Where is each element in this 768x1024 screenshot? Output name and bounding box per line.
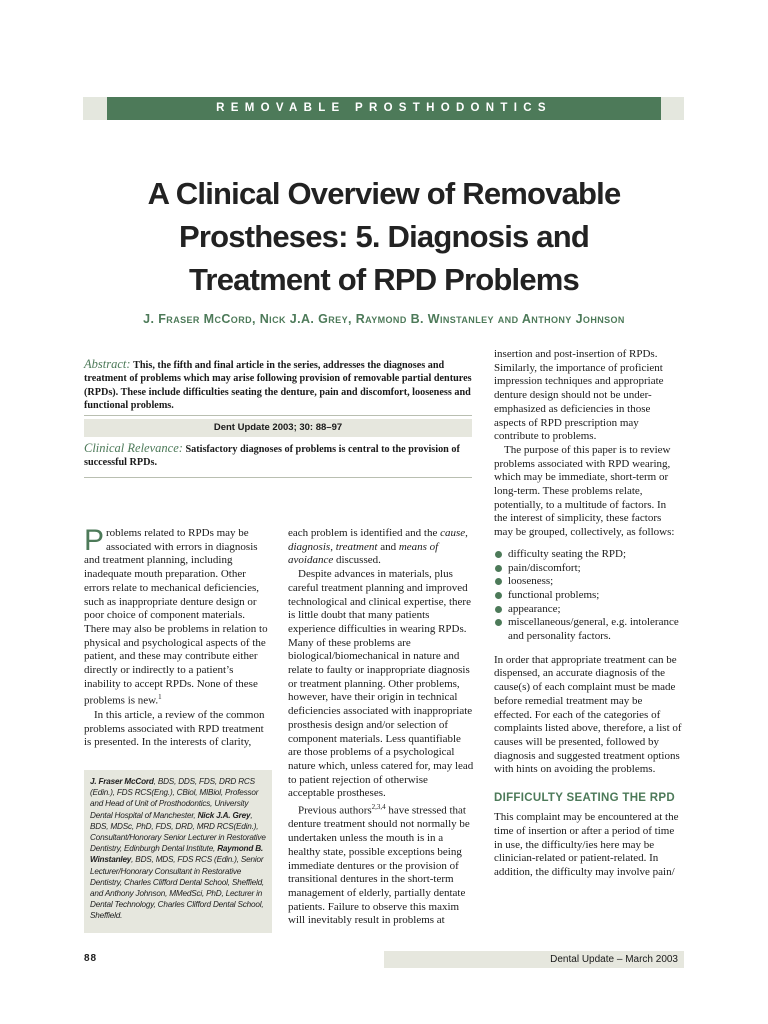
paragraph [288, 527, 476, 568]
reference-superscript: 2,3,4 [371, 803, 386, 812]
paragraph-text: have stressed that denture treatment should not normally be undertaken unless the mouth is in a healthy state, possible exceptions being immediate dentures or the provision of transitional dentures in the short-term management of elderly, partially dentate patients. Failure to observe this maxim will inevitably result in problems at [288, 804, 470, 927]
clinical-relevance-text: Satisfactory diagnoses of problems is central to the provision of successful RPDs. [84, 444, 460, 469]
author-list: J. Fraser McCord, Nick J.A. Grey, Raymond B. Winstanley and Anthony Johnson [143, 312, 625, 326]
emphasis-text: diagnosis [288, 540, 331, 553]
paragraph-text: , [330, 540, 336, 553]
paragraph: In this article, a review of the common problems associated with RPD treatment is presented. In the interests of clarity, [84, 708, 265, 749]
list-item: miscellaneous/general, e.g. intolerance and personality factors. [494, 616, 682, 643]
bio-author-name: Nick J.A. Grey [197, 810, 251, 820]
section-subheading: DIFFICULTY SEATING THE RPD [494, 792, 675, 805]
bio-author-name: Raymond B. Winstanley [90, 844, 263, 865]
reference-superscript: 1 [158, 693, 162, 702]
paragraph-text: roblems related to RPDs may be associated with errors in diagnosis and treatment planning, including inadequate mouth preparation. Other errors relate to mechanical deficiencies, such as inappropriate denture design or poor choice of component materials. There may also be problems in relation to physical and psychological aspects of the patient, and these may contribute either directly or indirectly to a patient’s inability to accept RPDs. None of these problems is new. [84, 527, 268, 708]
bio-text: , BDS, MDSc, PhD, FDS, DRD, MRD RCS(Edin.), Consultant/Honorary Senior Lecturer in Restorative Dentistry, Edinburgh Dental Institute, [90, 810, 266, 854]
paragraph-text: each problem is identified and the [288, 527, 441, 539]
bio-text: , BDS, DDS, FDS, DRD RCS (Edin.), FDS RCS(Eng.), CBiol, MIBiol, Professor and Head of Unit of Prosthodontics, University Dental Hospital of Manchester, [90, 777, 259, 820]
section-label: REMOVABLE PROSTHODONTICS [107, 97, 661, 120]
clinical-relevance-label: Clinical Relevance: [84, 441, 183, 455]
drop-cap: P [84, 524, 105, 557]
paragraph: The purpose of this paper is to review problems associated with RPD wearing, which may be immediate, short-term or long-term. These problems relate, potentially, to a multitude of factors. In the interest of simplicity, these factors may be grouped, collectively, as follows: [494, 443, 675, 539]
body-column-1 [84, 524, 272, 750]
list-item: pain/discomfort; [494, 562, 682, 576]
emphasis-text: treatment [335, 540, 378, 553]
paragraph-text: discussed. [333, 554, 381, 567]
paragraph: Despite advances in materials, plus careful treatment planning and improved technological and clinical expertise, there is little doubt that many patients experience difficulties in wearing RPDs. Many of these problems are biological/biomechanical in nature and relate to faulty or inappropriate diagnosis or treatment planning. Other problems, however, have their origin in technical deficiencies associated with inappropriate prosthesis design and/or selection of component materials. Less quantifiable are those problems of a psychological nature which, unless catered for, may lead to patient rejection of otherwise acceptable prostheses. [288, 568, 474, 800]
emphasis-text: cause [440, 527, 466, 539]
emphasis-text: means of avoidance [288, 540, 439, 567]
body-column-3 [494, 348, 682, 880]
list-item: difficulty seating the RPD; [494, 548, 682, 562]
paragraph-text: and [377, 540, 399, 553]
paragraph [84, 524, 272, 709]
list-item: appearance; [494, 603, 682, 617]
bio-author-name: J. Fraser McCord [90, 777, 154, 786]
page-number: 88 [84, 953, 98, 964]
abstract-label: Abstract: [84, 357, 131, 371]
title-line-2: Prostheses: 5. Diagnosis and [178, 219, 589, 254]
abstract-text: This, the fifth and final article in the series, addresses the diagnoses and treatment of problems which may arise following provision of removable partial dentures (RPDs). These include difficulties seating the denture, pain and discomfort, looseness and functional problems. [84, 360, 472, 412]
paragraph [288, 801, 476, 928]
problem-category-list [494, 548, 682, 644]
paragraph: This complaint may be encountered at the time of insertion or after a period of time in use, the difficulty/ies here may be clinician-related or patient-related. In addition, the difficulty may involve pain/ [494, 811, 679, 878]
citation-bar: Dent Update 2003; 30: 88–97 [84, 419, 472, 437]
body-column-2 [288, 527, 476, 928]
title-line-3: Treatment of RPD Problems [189, 262, 579, 297]
article-title [84, 172, 684, 301]
paragraph-text: , [465, 527, 468, 539]
abstract-divider [84, 415, 472, 416]
paragraph: In order that appropriate treatment can be dispensed, an accurate diagnosis of the cause(s) of each complaint must be made before remedial treatment may be effected. For each of the categories of complaints listed above, therefore, a list of causes will be presented, followed by diagnosis and suggested treatment options with hints on avoiding the problems. [494, 653, 682, 776]
title-line-1: A Clinical Overview of Removable [147, 176, 621, 211]
relevance-divider [84, 477, 472, 478]
abstract-block [84, 358, 472, 413]
journal-footer: Dental Update – March 2003 [550, 954, 678, 965]
paragraph: insertion and post-insertion of RPDs. Similarly, the importance of proficient impression techniques and appropriate denture design should not be under-emphasized as deficiencies in those aspects of RPD prescription may contribute to problems. [494, 348, 664, 443]
clinical-relevance-block [84, 442, 472, 470]
list-item: looseness; [494, 575, 682, 589]
paragraph-text: Previous authors [298, 804, 372, 817]
author-bio-box [84, 770, 272, 933]
bio-text: , BDS, MDS, FDS RCS (Edin.), Senior Lecturer/Honorary Consultant in Restorative Dentistry, Charles Clifford Dental School, Sheffield, and Anthony Johnson, MMedSci, PhD, Lecturer in Dental Technology, Charles Clifford Dental School, Sheffield. [90, 855, 265, 921]
list-item: functional problems; [494, 589, 682, 603]
